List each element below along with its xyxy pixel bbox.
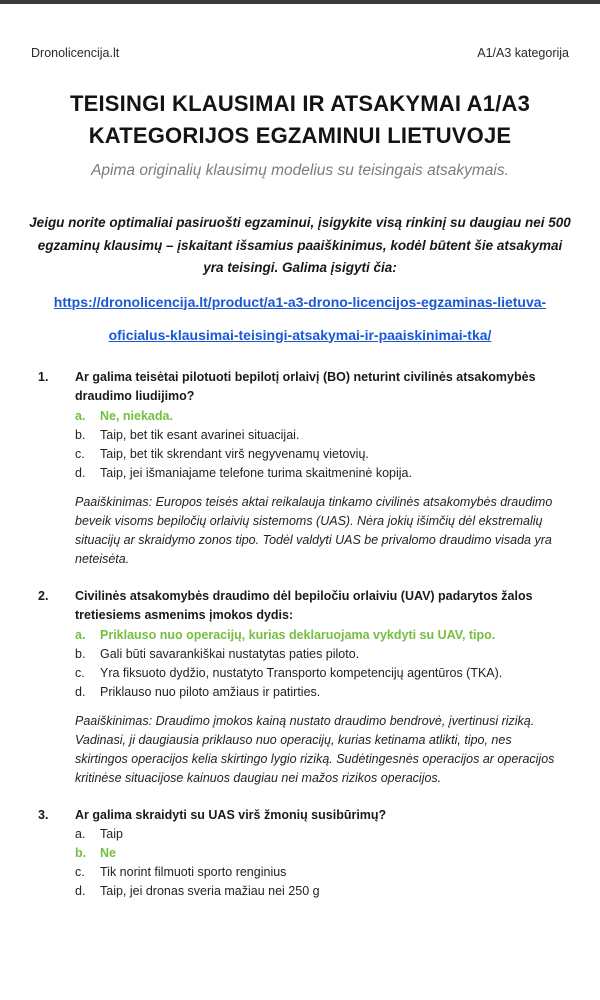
option-row — [38, 825, 566, 844]
question-text: Ar galima skraidyti su UAS virš žmonių susibūrimų? — [75, 807, 387, 822]
option-letter: d. — [75, 684, 86, 699]
option-row — [38, 882, 566, 901]
option-row — [38, 844, 566, 863]
option-row — [38, 626, 566, 645]
option-letter: b. — [75, 427, 86, 442]
option-letter: b. — [75, 846, 87, 860]
option-text: Yra fiksuoto dydžio, nustatyto Transporto kompetencijų agentūros (TKA). — [100, 665, 503, 680]
option-text: Taip, jei išmaniajame telefone turima skaitmeninė kopija. — [100, 465, 412, 480]
option-row — [38, 407, 566, 426]
option-row — [38, 464, 566, 483]
question-head — [38, 368, 566, 407]
option-letter: d. — [75, 465, 86, 480]
options-list — [38, 407, 566, 483]
option-letter: a. — [75, 827, 86, 841]
options-list — [38, 626, 566, 702]
option-text: Ne, niekada. — [100, 408, 173, 423]
option-letter: b. — [75, 646, 86, 661]
options-list — [38, 825, 566, 901]
option-text: Taip, jei dronas sveria mažiau nei 250 g — [100, 884, 320, 898]
option-text: Taip, bet tik esant avarinei situacijai. — [100, 427, 300, 442]
option-row — [38, 445, 566, 464]
question-number: 3. — [38, 807, 49, 822]
page-subtitle: Apima originalių klausimų modelius su teisingais atsakymais. — [91, 162, 509, 179]
question-text: Ar galima teisėtai pilotuoti bepilotį orlaivį (BO) neturint civilinės atsakomybės draudimo liudijimo? — [75, 369, 536, 403]
question-explanation: Paaiškinimas: Draudimo įmokos kainą nustato draudimo bendrovė, įvertinusi riziką. Vadinasi, ji daugiausia priklauso nuo operacijų, kurias ketinama atlikti, tipo, nes skirtingos operacijos kelia skirtingo lygio riziką. Sudėtingesnės operacijos ar operacijos kritinėse situacijose kainuos daugiau nei mažos rizikos operacijos. — [75, 713, 555, 785]
page-title: TEISINGI KLAUSIMAI IR ATSAKYMAI A1/A3 KATEGORIJOS EGZAMINUI LIETUVOJE — [69, 91, 531, 148]
question-number: 1. — [38, 369, 49, 384]
option-text: Taip — [100, 827, 123, 841]
question-explanation: Paaiškinimas: Europos teisės aktai reikalauja tinkamo civilinės atsakomybės draudimo beveik visoms bepiločių orlaivių sistemoms (UAS). Nėra jokių išimčių dėl ekstremalių situacijų ar skraidymo zonos tipo. Todėl valdyti UAS be privalomo draudimo visada yra neteisėta. — [75, 494, 553, 566]
question-text: Civilinės atsakomybės draudimo dėl bepiločiu orlaiviu (UAV) padarytos žalos tretiesiems asmenims įmokos dydis: — [75, 588, 533, 622]
option-row — [38, 863, 566, 882]
option-row — [38, 645, 566, 664]
question-block — [38, 368, 566, 569]
option-text: Gali būti savarankiškai nustatytas paties piloto. — [100, 646, 360, 661]
document-header — [0, 46, 600, 60]
option-text: Priklauso nuo piloto amžiaus ir patirties. — [100, 684, 321, 699]
top-bar — [0, 0, 600, 4]
option-letter: a. — [75, 627, 86, 642]
question-block — [38, 806, 566, 902]
intro-paragraph: Jeigu norite optimaliai pasiruošti egzaminui, įsigykite visą rinkinį su daugiau nei 500 egzaminų klausimų – įskaitant išsamius paaiškinimus, kodėl būtent šie atsakymai yra teisingi. Galima įsigyti čia: — [29, 215, 571, 275]
question-number: 2. — [38, 588, 49, 603]
category-label: A1/A3 kategorija — [477, 46, 569, 60]
purchase-link[interactable]: https://dronolicencija.lt/product/a1-a3-drono-licencijos-egzaminas-lietuva-oficialus-klausimai-teisingi-atsakymai-ir-paaiskinimai-tka/ — [53, 293, 547, 343]
questions-list — [0, 368, 600, 902]
option-text: Tik norint filmuoti sporto renginius — [100, 865, 287, 879]
site-name: Dronolicencija.lt — [31, 46, 120, 60]
option-letter: c. — [75, 665, 85, 680]
option-row — [38, 426, 566, 445]
option-text: Taip, bet tik skrendant virš negyvenamų vietovių. — [100, 446, 369, 461]
option-row — [38, 664, 566, 683]
question-head — [38, 587, 566, 626]
question-head — [38, 806, 566, 826]
option-text: Ne — [100, 846, 116, 860]
option-letter: d. — [75, 884, 86, 898]
question-block — [38, 587, 566, 788]
purchase-link-wrap — [30, 286, 570, 352]
option-row — [38, 683, 566, 702]
option-letter: a. — [75, 408, 86, 423]
option-letter: c. — [75, 446, 85, 461]
option-text: Priklauso nuo operacijų, kurias deklaruojama vykdyti su UAV, tipo. — [100, 627, 496, 642]
option-letter: c. — [75, 865, 85, 879]
